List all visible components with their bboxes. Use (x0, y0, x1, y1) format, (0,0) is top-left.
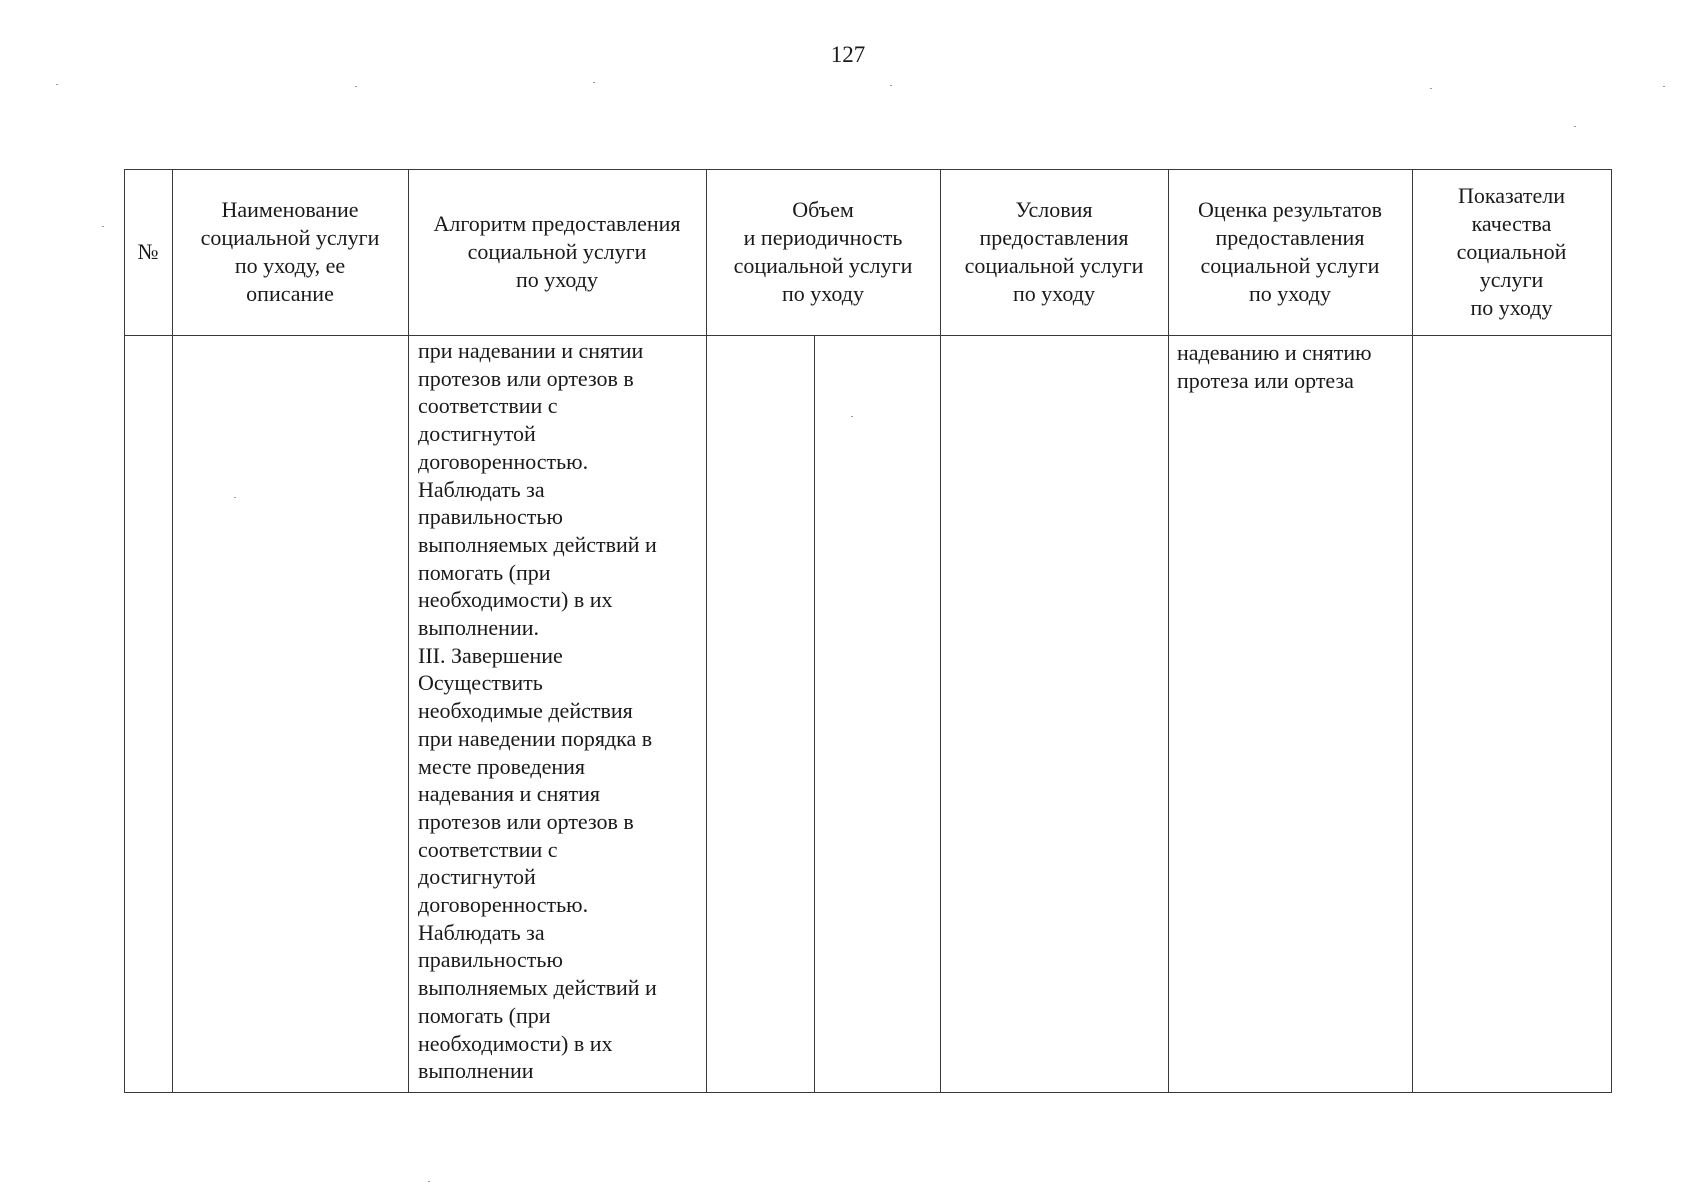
header-line: описание (246, 281, 334, 306)
header-number (124, 169, 172, 335)
header-number-label: № (137, 239, 159, 264)
header-line: предоставления (1215, 225, 1365, 250)
header-line: по уходу, ее (234, 253, 346, 278)
scan-speck (1663, 86, 1665, 87)
header-line: Условия (1015, 197, 1093, 222)
header-line: Объем (792, 197, 854, 222)
header-quality-indicators (1412, 169, 1611, 335)
header-line: Наименование (221, 197, 359, 222)
header-bottom-border (124, 335, 1612, 336)
volume-subcolumn-divider (814, 335, 815, 1093)
header-line: Оценка результатов (1197, 197, 1383, 222)
header-line: и периодичность (743, 225, 903, 250)
header-line: по уходу (1470, 295, 1553, 320)
header-line: по уходу (516, 267, 598, 292)
header-line: социальной услуги (1200, 253, 1380, 278)
scan-speck (56, 84, 58, 85)
scan-speck (851, 416, 853, 417)
header-line: социальной услуги (733, 253, 913, 278)
header-line: Алгоритм предоставления (433, 211, 681, 236)
header-line: услуги (1479, 267, 1544, 292)
page-number: 127 (830, 42, 866, 67)
header-line: по уходу (782, 281, 864, 306)
header-line: Показатели (1457, 183, 1565, 208)
header-line: по уходу (1013, 281, 1095, 306)
evaluation-cell-text: надеванию и снятию протеза или ортеза (1177, 340, 1372, 393)
header-line: социальной (1456, 239, 1567, 264)
header-line: социальной услуги (467, 239, 647, 264)
scan-speck (428, 1181, 430, 1182)
scan-speck (102, 226, 104, 227)
scan-speck (890, 85, 892, 86)
scan-speck (593, 82, 595, 83)
header-algorithm (408, 169, 706, 335)
header-line: предоставления (979, 225, 1129, 250)
scan-speck (1574, 126, 1576, 127)
scan-speck (355, 86, 357, 87)
header-evaluation (1168, 169, 1412, 335)
header-line: социальной услуги (200, 225, 380, 250)
header-line: социальной услуги (964, 253, 1144, 278)
services-table (124, 169, 1612, 1093)
header-volume-frequency (706, 169, 940, 335)
algorithm-cell-text: при надевании и снятии протезов или ортезов в соответствии с достигнутой договоренностью. Наблюдать за правильностью выполняемых действий и помогать (при необходимости) в их выполнении. III. Завершение Осуществить необходимые действия при наведении порядка в месте проведения надевания и снятия протезов или ортезов в соответствии с достигнутой договоренностью. Наблюдать за правильностью выполняемых действий и помогать (при необходимости) в их выполнении (418, 338, 657, 1084)
header-line: качества (1471, 211, 1552, 236)
header-line: по уходу (1248, 281, 1331, 306)
scan-speck (1430, 88, 1432, 89)
header-conditions (940, 169, 1168, 335)
table-right-border (1611, 169, 1612, 1093)
table-bottom-border (124, 1092, 1612, 1093)
scan-speck (234, 497, 236, 498)
header-service-name (172, 169, 408, 335)
